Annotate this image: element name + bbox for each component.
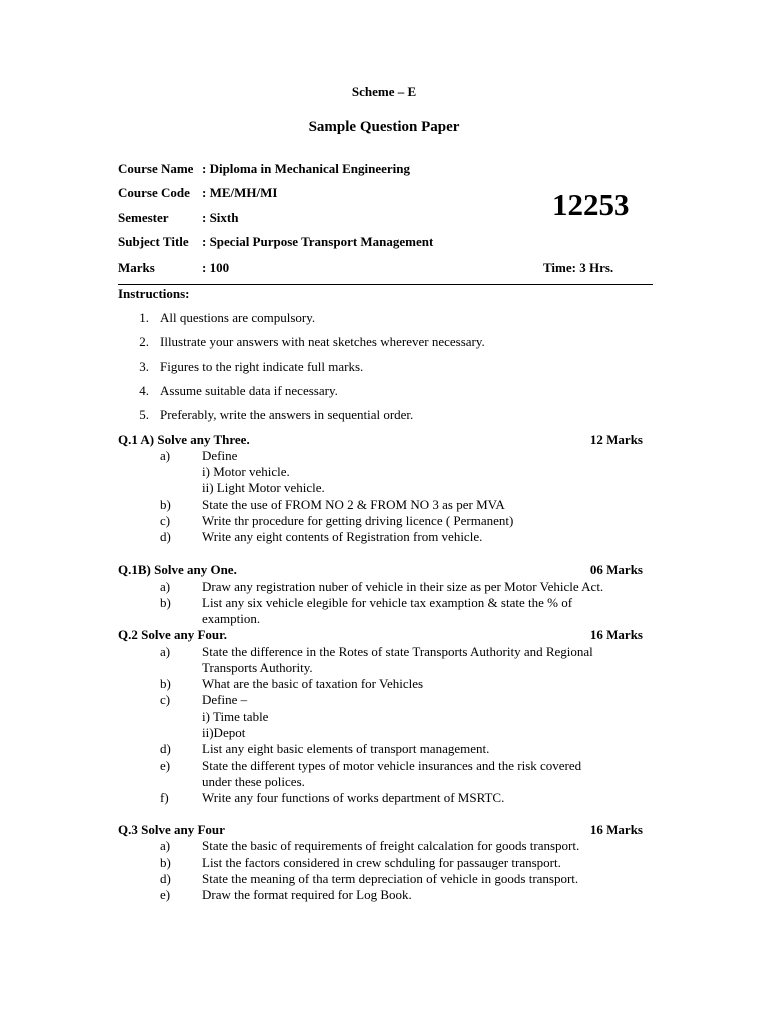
- marks-label: Marks: [118, 260, 155, 275]
- sub-question-label: f): [160, 790, 169, 805]
- sub-question-text: i) Motor vehicle.: [202, 464, 290, 479]
- sub-question-text: State the use of FROM NO 2 & FROM NO 3 as per MVA: [202, 497, 505, 512]
- sub-question-text: Draw any registration nuber of vehicle in their size as per Motor Vehicle Act.: [202, 579, 604, 594]
- instruction-number: 1.: [139, 310, 149, 325]
- page-title: Sample Question Paper: [308, 119, 460, 135]
- sub-question-label: d): [160, 529, 171, 544]
- sub-question-label: c): [160, 692, 171, 707]
- sub-question-text: Transports Authority.: [202, 660, 313, 675]
- sub-question-text: State the difference in the Rotes of state Transports Authority and Regional: [202, 644, 593, 659]
- instruction-text: Illustrate your answers with neat sketches wherever necessary.: [160, 334, 485, 349]
- sub-question-text: Define –: [202, 692, 248, 707]
- question-heading: Q.1 A) Solve any Three.: [118, 432, 250, 447]
- sub-question-text: List any eight basic elements of transport management.: [202, 741, 490, 756]
- header-divider: [118, 284, 653, 285]
- sub-question-label: a): [160, 838, 171, 853]
- question-marks: 06 Marks: [589, 562, 643, 577]
- sub-question-text: Write thr procedure for getting driving licence ( Permanent): [202, 513, 514, 528]
- instruction-number: 3.: [139, 359, 149, 374]
- sub-question-label: b): [160, 595, 171, 610]
- sub-question-label: e): [160, 758, 171, 773]
- instructions-heading: Instructions:: [118, 286, 190, 301]
- sub-question-text: under these polices.: [202, 774, 305, 789]
- sub-question-label: a): [160, 644, 171, 659]
- instruction-text: All questions are compulsory.: [160, 310, 316, 325]
- sub-question-label: a): [160, 448, 171, 463]
- sub-question-text: State the meaning of tha term depreciation of vehicle in goods transport.: [202, 871, 579, 886]
- sub-question-text: i) Time table: [202, 709, 269, 724]
- course-code-label: Course Code: [118, 185, 190, 200]
- sub-question-label: b): [160, 855, 171, 870]
- sub-question-label: d): [160, 871, 171, 886]
- sub-question-text: What are the basic of taxation for Vehicles: [202, 676, 424, 691]
- subject-title-value: : Special Purpose Transport Management: [202, 234, 434, 249]
- instruction-text: Preferably, write the answers in sequential order.: [160, 407, 414, 422]
- sub-question-label: a): [160, 579, 171, 594]
- question-marks: 16 Marks: [589, 822, 643, 837]
- sub-question-text: ii) Light Motor vehicle.: [202, 480, 325, 495]
- question-heading: Q.2 Solve any Four.: [118, 627, 227, 642]
- marks-value: : 100: [202, 260, 230, 275]
- paper-code: 12253: [552, 187, 630, 222]
- course-name-label: Course Name: [118, 161, 194, 176]
- question-marks: 12 Marks: [589, 432, 643, 447]
- sub-question-label: b): [160, 497, 171, 512]
- scheme-label: Scheme – E: [351, 84, 417, 99]
- course-name-value: : Diploma in Mechanical Engineering: [202, 161, 410, 176]
- subject-title-label: Subject Title: [118, 234, 189, 249]
- sub-question-label: c): [160, 513, 171, 528]
- instruction-number: 2.: [139, 334, 149, 349]
- instruction-number: 4.: [139, 383, 149, 398]
- sub-question-text: Draw the format required for Log Book.: [202, 887, 412, 902]
- semester-label: Semester: [118, 210, 169, 225]
- sub-question-text: Write any eight contents of Registration from vehicle.: [202, 529, 483, 544]
- sub-question-text: ii)Depot: [202, 725, 246, 740]
- question-heading: Q.1B) Solve any One.: [118, 562, 237, 577]
- sub-question-text: Write any four functions of works department of MSRTC.: [202, 790, 505, 805]
- semester-value: : Sixth: [202, 210, 239, 225]
- sub-question-text: Define: [202, 448, 238, 463]
- instruction-number: 5.: [139, 407, 149, 422]
- sub-question-label: e): [160, 887, 171, 902]
- sub-question-text: State the basic of requirements of freight calcalation for goods transport.: [202, 838, 580, 853]
- sub-question-text: State the different types of motor vehicle insurances and the risk covered: [202, 758, 582, 773]
- instruction-text: Assume suitable data if necessary.: [160, 383, 338, 398]
- question-heading: Q.3 Solve any Four: [118, 822, 225, 837]
- question-marks: 16 Marks: [589, 627, 643, 642]
- sub-question-text: examption.: [202, 611, 261, 626]
- time-duration: Time: 3 Hrs.: [543, 260, 614, 275]
- course-code-value: : ME/MH/MI: [202, 185, 278, 200]
- sub-question-label: d): [160, 741, 171, 756]
- sub-question-text: List any six vehicle elegible for vehicle tax examption & state the % of: [202, 595, 573, 610]
- sub-question-text: List the factors considered in crew schduling for passauger transport.: [202, 855, 561, 870]
- sub-question-label: b): [160, 676, 171, 691]
- instruction-text: Figures to the right indicate full marks.: [160, 359, 364, 374]
